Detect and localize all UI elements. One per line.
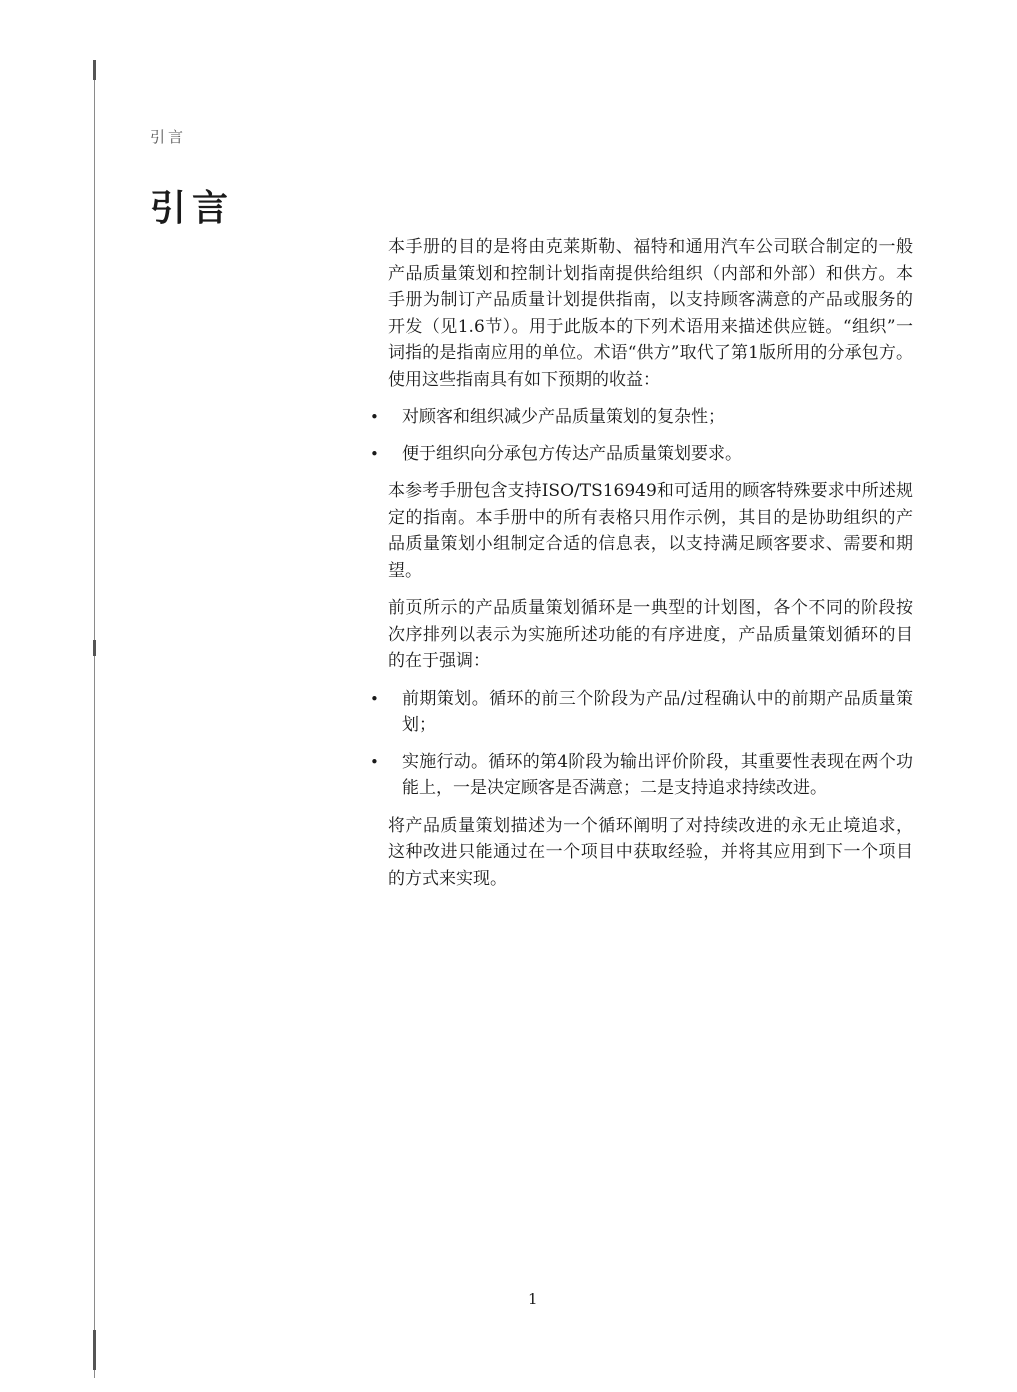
paragraph: 将产品质量策划描述为一个循环阐明了对持续改进的永无止境追求，这种改进只能通过在一个项目中获取经验，并将其应用到下一个项目的方式来实现。: [388, 815, 913, 889]
list-item: [368, 749, 913, 802]
body-text: [370, 234, 913, 903]
paragraph: 前页所示的产品质量策划循环是一典型的计划图，各个不同的阶段按次序排列以表示为实施所述功能的有序进度，产品质量策划循环的目的在于强调：: [388, 598, 913, 671]
paragraph: 本参考手册包含支持ISO/TS16949和可适用的顾客特殊要求中所述规定的指南。本手册中的所有表格只用作示例，其目的是协助组织的产品质量策划小组制定合适的信息表，以支持满足顾客要求、需要和期望。: [388, 481, 913, 581]
list-item-text: 便于组织向分承包方传达产品质量策划要求。: [402, 443, 742, 464]
bullet-icon: •: [370, 408, 379, 426]
spine-mark: [93, 1330, 96, 1370]
bullet-icon: •: [370, 444, 379, 463]
bullet-list: [368, 404, 913, 467]
spine-mark: [93, 640, 96, 656]
chapter-title: 引言: [150, 188, 235, 229]
bullet-icon: •: [370, 752, 379, 771]
list-item: [368, 404, 913, 431]
bullet-icon: •: [370, 689, 379, 708]
bullet-list: [368, 686, 913, 802]
list-item: [368, 686, 913, 739]
list-item-text: 实施行动。循环的第4阶段为输出评价阶段，其重要性表现在两个功能上，一是决定顾客是否满意；二是支持追求持续改进。: [402, 751, 913, 798]
paragraph: 本手册的目的是将由克莱斯勒、福特和通用汽车公司联合制定的一般产品质量策划和控制计划指南提供给组织（内部和外部）和供方。本手册为制订产品质量计划提供指南，以支持顾客满意的产品或服务的开发（见1.6节）。用于此版本的下列术语用来描述供应链。“组织”一词指的是指南应用的单位。术语“供方”取代了第1版所用的分承包方。使用这些指南具有如下预期的收益：: [388, 237, 913, 390]
spine-mark: [93, 60, 96, 80]
list-item-text: 前期策划。循环的前三个阶段为产品/过程确认中的前期产品质量策划；: [402, 688, 913, 735]
running-head: 引言: [150, 128, 187, 146]
list-item: [368, 441, 913, 468]
page-number: 1: [528, 1290, 538, 1308]
page-spine-line: [94, 60, 95, 1378]
list-item-text: 对顾客和组织减少产品质量策划的复杂性；: [402, 407, 725, 427]
